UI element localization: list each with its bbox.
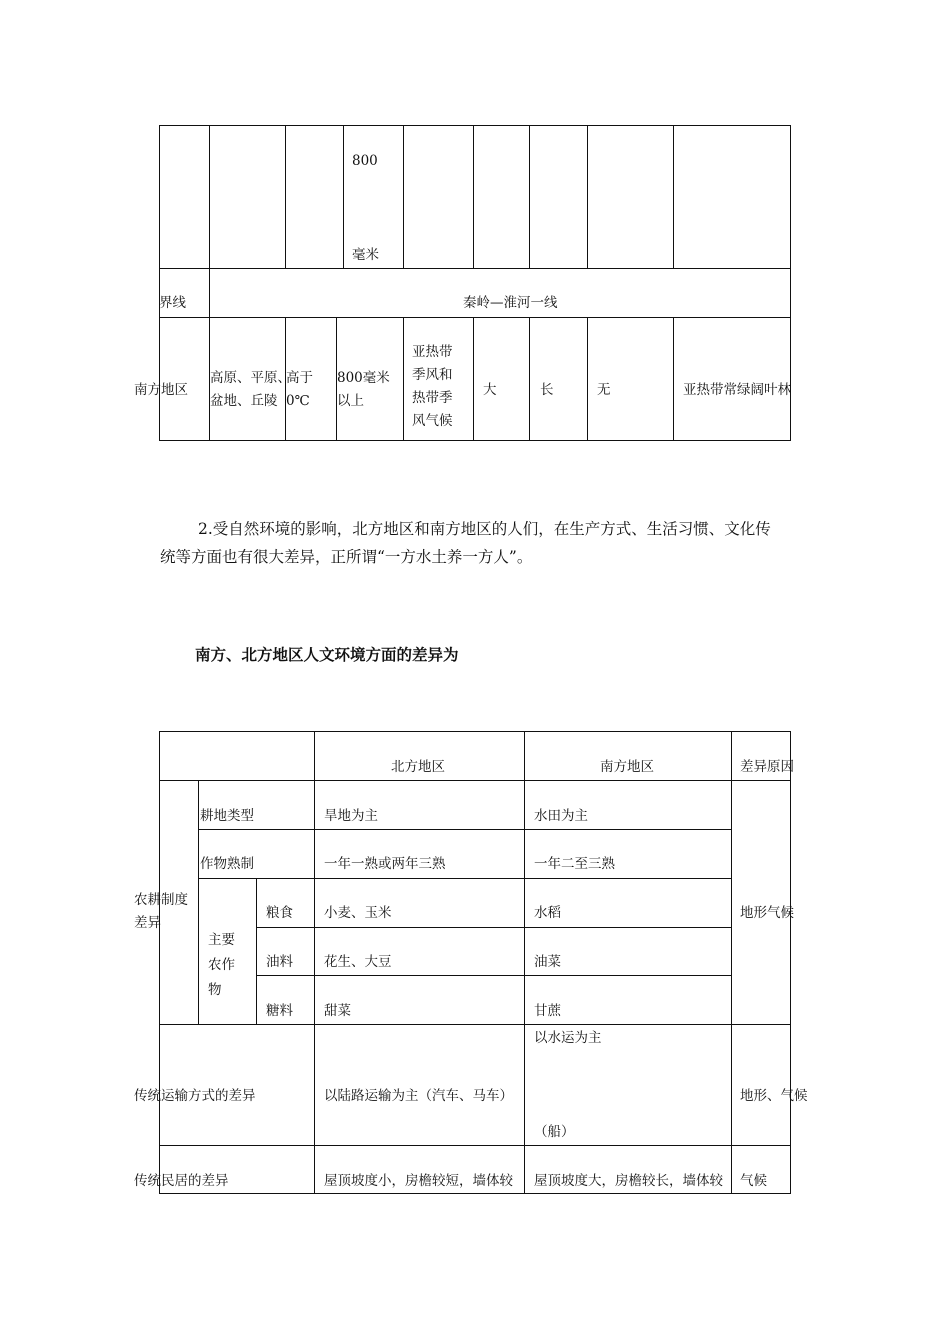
transport-south-note: （船） <box>534 1124 575 1140</box>
precipitation-cell: 800毫米 以上 <box>337 370 390 409</box>
crop-cycle-north: 一年一熟或两年三熟 <box>324 856 446 872</box>
main-crops-label: 主要 农作 物 <box>208 932 235 998</box>
table-row-divider <box>159 317 791 318</box>
table-cell: 长 <box>540 382 554 398</box>
table-row-divider <box>256 927 731 928</box>
table-row-divider <box>198 829 731 830</box>
housing-label: 传统民居的差异 <box>134 1173 229 1189</box>
header-reason: 差异原因 <box>740 759 794 775</box>
sugar-north: 甜菜 <box>324 1003 351 1019</box>
table-col-line <box>314 731 315 1194</box>
sugar-label: 糖料 <box>266 1003 293 1019</box>
section-heading: 南方、北方地区人文环境方面的差异为 <box>195 645 459 664</box>
table-cell: 无 <box>597 382 611 398</box>
land-type-label: 耕地类型 <box>200 808 254 824</box>
table-col-line <box>285 125 286 268</box>
table-border-bottom <box>159 440 791 441</box>
table-col-line <box>529 125 530 268</box>
table-cell: 大 <box>483 382 497 398</box>
land-type-north: 旱地为主 <box>324 808 378 824</box>
table-col-line <box>403 317 404 441</box>
table-row-divider <box>159 1024 791 1025</box>
table-col-line <box>198 780 199 1024</box>
table-border-top <box>159 125 791 126</box>
oil-label: 油料 <box>266 954 293 970</box>
table-col-line <box>529 317 530 441</box>
table-col-line <box>731 731 732 1194</box>
paragraph-line: 统等方面也有很大差异，正所谓“一方水土养一方人”。 <box>160 548 533 566</box>
header-south: 南方地区 <box>600 759 654 775</box>
table-col-line <box>473 125 474 268</box>
housing-north: 屋顶坡度小，房檐较短，墙体较 <box>324 1173 513 1189</box>
transport-reason: 地形、气候 <box>740 1088 808 1104</box>
paragraph-line: 2.受自然环境的影响，北方地区和南方地区的人们，在生产方式、生活习惯、文化传 <box>198 520 771 538</box>
header-north: 北方地区 <box>391 759 445 775</box>
boundary-value: 秦岭—淮河一线 <box>463 295 558 311</box>
table-col-line <box>587 317 588 441</box>
table-col-line <box>159 731 160 1194</box>
grain-label: 粮食 <box>266 905 293 921</box>
boundary-label: 界线 <box>159 295 186 311</box>
precipitation-value: 800 <box>352 153 378 169</box>
climate-cell: 亚热带 季风和 热带季 风气候 <box>412 344 453 429</box>
table-row-divider <box>159 1145 791 1146</box>
oil-north: 花生、大豆 <box>324 954 392 970</box>
farming-reason: 地形气候 <box>740 905 794 921</box>
table-col-line <box>790 731 791 1194</box>
housing-reason: 气候 <box>740 1173 767 1189</box>
farming-system-label: 农耕制度 差异 <box>134 892 188 931</box>
grain-south: 水稻 <box>534 905 561 921</box>
table-col-line <box>524 731 525 1194</box>
temperature-cell: 高于 0℃ <box>286 370 313 409</box>
grain-north: 小麦、玉米 <box>324 905 392 921</box>
oil-south: 油菜 <box>534 954 561 970</box>
land-type-south: 水田为主 <box>534 808 588 824</box>
transport-north: 以陆路运输为主（汽车、马车） <box>324 1088 513 1104</box>
transport-south: 以水运为主 <box>534 1030 602 1046</box>
table-row-divider <box>159 268 791 269</box>
table-col-line <box>403 125 404 268</box>
table-col-line <box>473 317 474 441</box>
sugar-south: 甘蔗 <box>534 1003 561 1019</box>
crop-cycle-label: 作物熟制 <box>200 856 254 872</box>
table-col-line <box>343 125 344 268</box>
table-row-divider <box>256 975 731 976</box>
region-south-label: 南方地区 <box>134 382 188 398</box>
table-col-line <box>256 878 257 1024</box>
table-col-line <box>673 317 674 441</box>
precipitation-unit: 毫米 <box>352 247 379 263</box>
table-row-divider <box>198 878 731 879</box>
table-border-top <box>159 731 791 732</box>
table-col-line <box>673 125 674 268</box>
vegetation-cell: 亚热带常绿阔叶林 <box>683 382 791 398</box>
table-row-divider <box>159 780 791 781</box>
housing-south: 屋顶坡度大，房檐较长，墙体较 <box>534 1173 723 1189</box>
table-border-bottom <box>159 1193 791 1194</box>
terrain-cell: 高原、平原、 盆地、丘陵 <box>210 370 291 409</box>
table-col-line <box>587 125 588 268</box>
transport-label: 传统运输方式的差异 <box>134 1088 256 1104</box>
crop-cycle-south: 一年二至三熟 <box>534 856 615 872</box>
